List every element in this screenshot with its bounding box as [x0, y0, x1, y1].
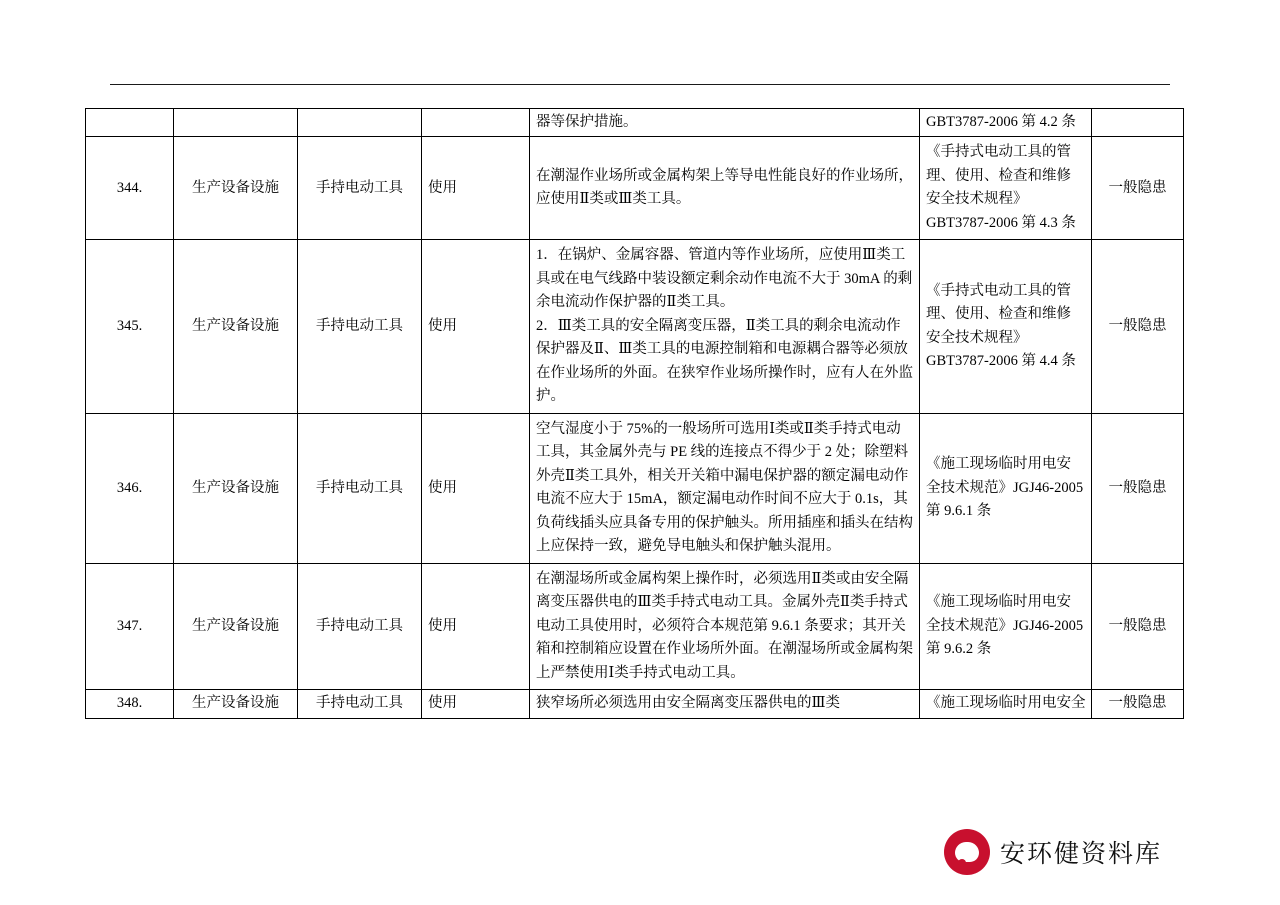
cell-description: 器等保护措施。 — [530, 109, 920, 137]
header-rule — [110, 84, 1170, 85]
cell-number: 344. — [86, 137, 174, 240]
table-row — [86, 413, 1184, 563]
cell-number: 345. — [86, 240, 174, 413]
cell-category — [174, 109, 298, 137]
cell-category: 生产设备设施 — [174, 690, 298, 718]
cell-number — [86, 109, 174, 137]
cell-object: 手持电动工具 — [298, 563, 422, 689]
table-row-partial-bottom — [86, 690, 1184, 718]
watermark-text: 安环健资料库 — [1000, 840, 1163, 868]
table-row — [86, 563, 1184, 689]
cell-level: 一般隐患 — [1092, 563, 1184, 689]
cell-level: 一般隐患 — [1092, 240, 1184, 413]
cell-description: 在潮湿场所或金属构架上操作时，必须选用Ⅱ类或由安全隔离变压器供电的Ⅲ类手持式电动工具。金属外壳Ⅱ类手持式电动工具使用时，必须符合本规范第 9.6.1 条要求；其开关箱和控制箱应设置在作业场所外面。在潮湿场所或金属构架上严禁使用Ⅰ类手持式电动工具。 — [530, 563, 920, 689]
cell-object: 手持电动工具 — [298, 240, 422, 413]
cell-stage — [422, 109, 530, 137]
cell-category: 生产设备设施 — [174, 137, 298, 240]
cell-object — [298, 109, 422, 137]
table-row — [86, 240, 1184, 413]
cell-number: 348. — [86, 690, 174, 718]
cell-category: 生产设备设施 — [174, 240, 298, 413]
cell-stage: 使用 — [422, 690, 530, 718]
table-row — [86, 137, 1184, 240]
cell-level: 一般隐患 — [1092, 137, 1184, 240]
cell-reference: 《手持式电动工具的管理、使用、检查和维修安全技术规程》GBT3787-2006 第 4.3 条 — [920, 137, 1092, 240]
cell-category: 生产设备设施 — [174, 563, 298, 689]
cell-description: 在潮湿作业场所或金属构架上等导电性能良好的作业场所，应使用Ⅱ类或Ⅲ类工具。 — [530, 137, 920, 240]
table-row-partial-top — [86, 109, 1184, 137]
cell-description: 狭窄场所必须选用由安全隔离变压器供电的Ⅲ类 — [530, 690, 920, 718]
cell-level — [1092, 109, 1184, 137]
cell-reference: 《施工现场临时用电安全技术规范》JGJ46-2005 第 9.6.1 条 — [920, 413, 1092, 563]
cell-number: 346. — [86, 413, 174, 563]
brand-logo-icon — [944, 829, 990, 875]
cell-reference: 《施工现场临时用电安全技术规范》JGJ46-2005 第 9.6.2 条 — [920, 563, 1092, 689]
cell-reference: 《施工现场临时用电安全 — [920, 690, 1092, 718]
cell-category: 生产设备设施 — [174, 413, 298, 563]
cell-object: 手持电动工具 — [298, 413, 422, 563]
cell-reference: 《手持式电动工具的管理、使用、检查和维修安全技术规程》GBT3787-2006 第 4.4 条 — [920, 240, 1092, 413]
cell-object: 手持电动工具 — [298, 690, 422, 718]
cell-number: 347. — [86, 563, 174, 689]
cell-level: 一般隐患 — [1092, 690, 1184, 718]
cell-level: 一般隐患 — [1092, 413, 1184, 563]
watermark — [944, 820, 1210, 884]
cell-stage: 使用 — [422, 413, 530, 563]
hazard-checklist-table — [85, 108, 1184, 719]
cell-reference: GBT3787-2006 第 4.2 条 — [920, 109, 1092, 137]
cell-stage: 使用 — [422, 563, 530, 689]
cell-stage: 使用 — [422, 240, 530, 413]
cell-description: 1．在锅炉、金属容器、管道内等作业场所，应使用Ⅲ类工具或在电气线路中装设额定剩余动作电流不大于 30mA 的剩余电流动作保护器的Ⅱ类工具。 2．Ⅲ类工具的安全隔离变压器，Ⅱ类工具的剩余电流动作保护器及Ⅱ、Ⅲ类工具的电源控制箱和电源耦合器等必须放在作业场所的外面。在狭窄作业场所操作时，应有人在外监护。 — [530, 240, 920, 413]
cell-object: 手持电动工具 — [298, 137, 422, 240]
cell-stage: 使用 — [422, 137, 530, 240]
cell-description: 空气湿度小于 75%的一般场所可选用Ⅰ类或Ⅱ类手持式电动工具，其金属外壳与 PE 线的连接点不得少于 2 处；除塑料外壳Ⅱ类工具外，相关开关箱中漏电保护器的额定漏电动作电流不应大于 15mA，额定漏电动作时间不应大于 0.1s，其负荷线插头应具备专用的保护触头。所用插座和插头在结构上应保持一致，避免导电触头和保护触头混用。 — [530, 413, 920, 563]
